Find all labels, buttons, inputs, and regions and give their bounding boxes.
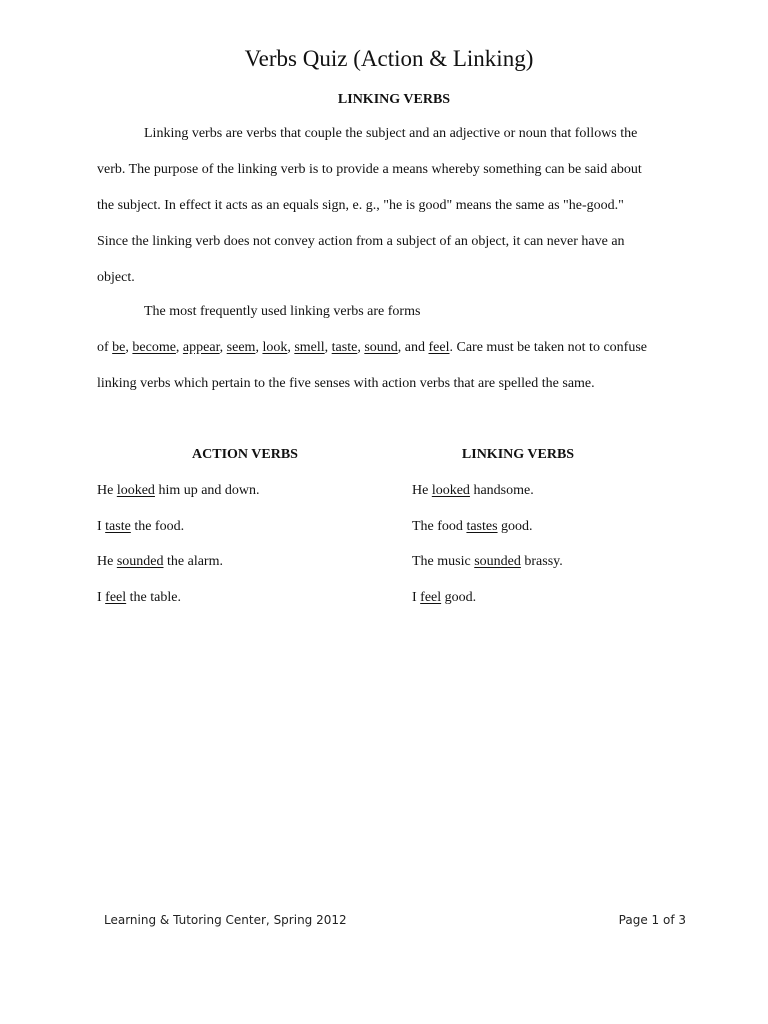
sentence-start: The food xyxy=(412,518,467,534)
linking-verb: feel xyxy=(428,340,450,355)
example-sentence xyxy=(97,517,260,553)
sentence-start: The music xyxy=(412,554,475,570)
example-verb: looked xyxy=(431,483,470,498)
action-verbs-examples xyxy=(97,481,260,624)
action-verbs-heading: ACTION VERBS xyxy=(192,447,298,462)
paragraph-line: Since the linking verb does not convey action from a subject of an object, it can never have an xyxy=(97,234,625,249)
example-verb: sounded xyxy=(116,554,164,570)
example-verb: sounded xyxy=(474,554,521,570)
sentence-end: brassy. xyxy=(520,554,563,570)
linking-verb: look xyxy=(262,340,288,355)
sentence-end: good. xyxy=(497,518,533,534)
paragraph-line: The most frequently used linking verbs are forms xyxy=(144,304,421,319)
example-sentence xyxy=(97,481,260,517)
sentence-end: the alarm. xyxy=(163,554,223,570)
linking-verb: taste xyxy=(331,340,358,355)
sentence-start: He xyxy=(97,554,117,570)
sentence-end: handsome. xyxy=(469,483,534,498)
example-verb: feel xyxy=(105,590,127,606)
paragraph-common-verbs xyxy=(97,302,697,410)
sentence-end: good. xyxy=(441,590,477,606)
verb-list-prefix: of xyxy=(97,340,113,355)
paragraph-line: object. xyxy=(97,270,135,285)
verb-list-suffix: . Care must be taken not to confuse xyxy=(449,340,647,355)
sentence-start: I xyxy=(97,590,106,606)
paragraph-line: linking verbs which pertain to the five senses with action verbs that are spelled the same. xyxy=(97,376,595,391)
example-sentence xyxy=(412,552,563,588)
example-verb: feel xyxy=(420,590,442,606)
paragraph-line: Linking verbs are verbs that couple the subject and an adjective or noun that follows the xyxy=(144,126,638,141)
example-sentence xyxy=(412,517,563,553)
example-verb: looked xyxy=(116,483,155,498)
sentence-end: him up and down. xyxy=(154,483,260,498)
linking-verb: seem xyxy=(226,340,256,355)
sentence-start: He xyxy=(97,483,117,498)
linking-verbs-heading: LINKING VERBS xyxy=(461,447,575,462)
sentence-end: the food. xyxy=(130,518,185,534)
verb-list-line: of be, become, appear, seem, look, smell, taste, sound, and feel. Care must be taken not to confuse xyxy=(97,340,647,355)
example-verb: tastes xyxy=(466,518,498,534)
linking-verb: sound xyxy=(364,340,398,355)
sentence-end: the table. xyxy=(126,590,181,606)
section-heading: LINKING VERBS xyxy=(337,92,451,107)
sentence-start: He xyxy=(412,483,432,498)
example-sentence xyxy=(412,588,563,624)
footer-page-number: Page 1 of 3 xyxy=(618,913,686,927)
paragraph-line: verb. The purpose of the linking verb is to provide a means whereby something can be said about xyxy=(97,162,642,177)
paragraph-line: the subject. In effect it acts as an equals sign, e. g., "he is good" means the same as "he-good." xyxy=(97,198,624,213)
footer-organization: Learning & Tutoring Center, Spring 2012 xyxy=(104,913,347,927)
linking-verb: smell xyxy=(294,340,325,355)
example-sentence xyxy=(412,481,563,517)
linking-verb: be xyxy=(112,340,126,355)
example-verb: taste xyxy=(105,518,131,534)
linking-verbs-examples xyxy=(412,481,563,624)
example-sentence xyxy=(97,588,260,624)
sentence-start: I xyxy=(412,590,421,606)
page-title: Verbs Quiz (Action & Linking) xyxy=(244,46,534,71)
linking-verb: appear xyxy=(182,340,220,355)
example-sentence xyxy=(97,552,260,588)
paragraph-definition xyxy=(97,124,697,304)
linking-verb: become xyxy=(132,340,176,355)
verb-list-conjunction: and xyxy=(404,340,425,355)
sentence-start: I xyxy=(97,518,106,534)
